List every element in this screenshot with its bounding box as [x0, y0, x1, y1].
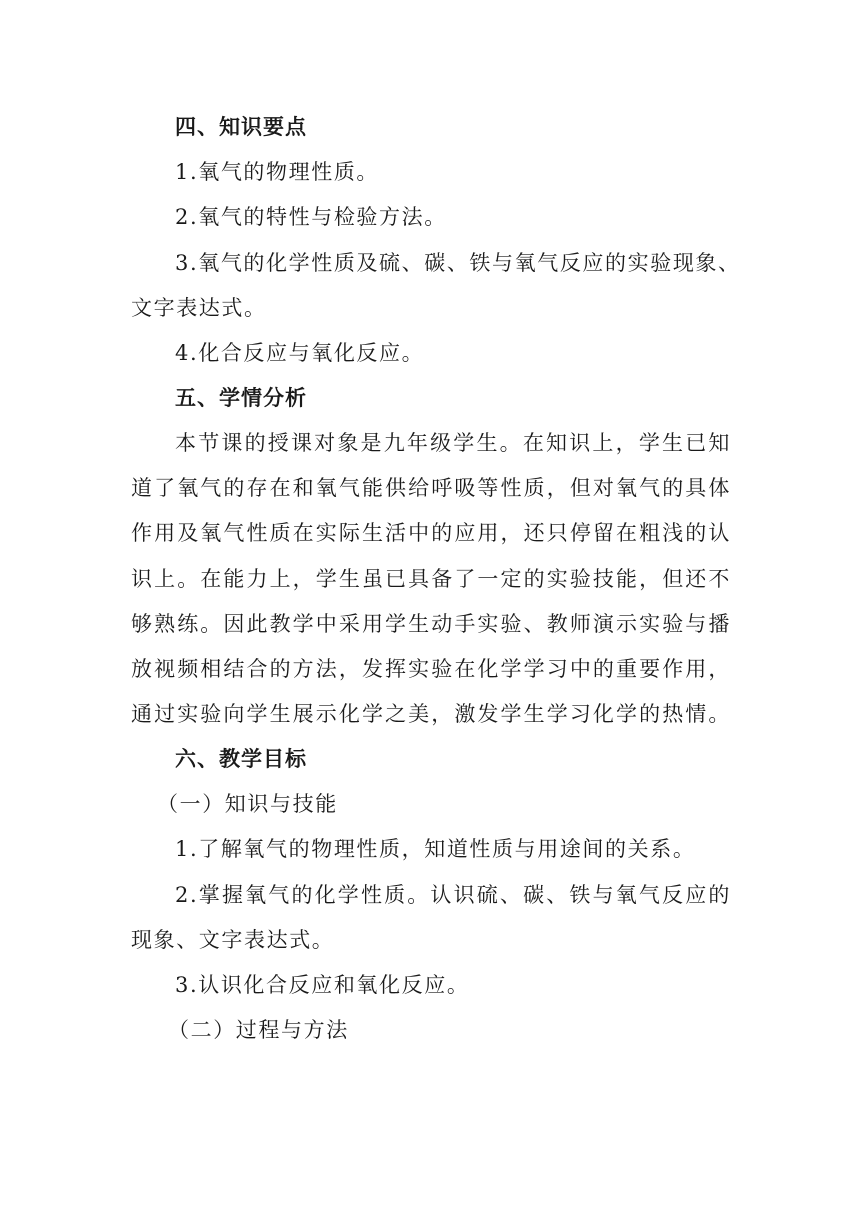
knowledge-point-3: 3.氧气的化学性质及硫、碳、铁与氧气反应的实验现象、: [175, 251, 741, 275]
section-heading-teaching-objectives: 六、教学目标: [175, 747, 307, 771]
section-heading-knowledge-points: 四、知识要点: [175, 115, 307, 139]
section-heading-learner-analysis: 五、学情分析: [175, 386, 307, 410]
knowledge-point-4: 4.化合反应与氧化反应。: [175, 341, 425, 365]
paragraph-line: 本节课的授课对象是九年级学生。在知识上，学生已知: [175, 431, 731, 455]
paragraph-line: 够熟练。因此教学中采用学生动手实验、教师演示实验与播: [131, 612, 731, 636]
knowledge-point-2: 2.氧气的特性与检验方法。: [175, 205, 447, 229]
paragraph-line: 放视频相结合的方法，发挥实验在化学学习中的重要作用，: [131, 657, 731, 681]
objective-2-continued: 现象、文字表达式。: [131, 928, 335, 952]
paragraph-line: 识上。在能力上，学生虽已具备了一定的实验技能，但还不: [131, 567, 731, 591]
objective-3: 3.认识化合反应和氧化反应。: [175, 973, 470, 997]
paragraph-line: 道了氧气的存在和氧气能供给呼吸等性质，但对氧气的具体: [131, 476, 731, 500]
subheading-process-methods: （二）过程与方法: [168, 1018, 349, 1042]
subheading-knowledge-skills: （一）知识与技能: [157, 792, 338, 816]
paragraph-line: 作用及氧气性质在实际生活中的应用，还只停留在粗浅的认: [131, 521, 731, 545]
objective-1: 1.了解氧气的物理性质，知道性质与用途间的关系。: [175, 837, 696, 861]
knowledge-point-3-continued: 文字表达式。: [131, 296, 267, 320]
paragraph-line: 通过实验向学生展示化学之美，激发学生学习化学的热情。: [131, 702, 731, 726]
objective-2: 2.掌握氧气的化学性质。认识硫、碳、铁与氧气反应的: [175, 883, 731, 907]
knowledge-point-1: 1.氧气的物理性质。: [175, 160, 380, 184]
